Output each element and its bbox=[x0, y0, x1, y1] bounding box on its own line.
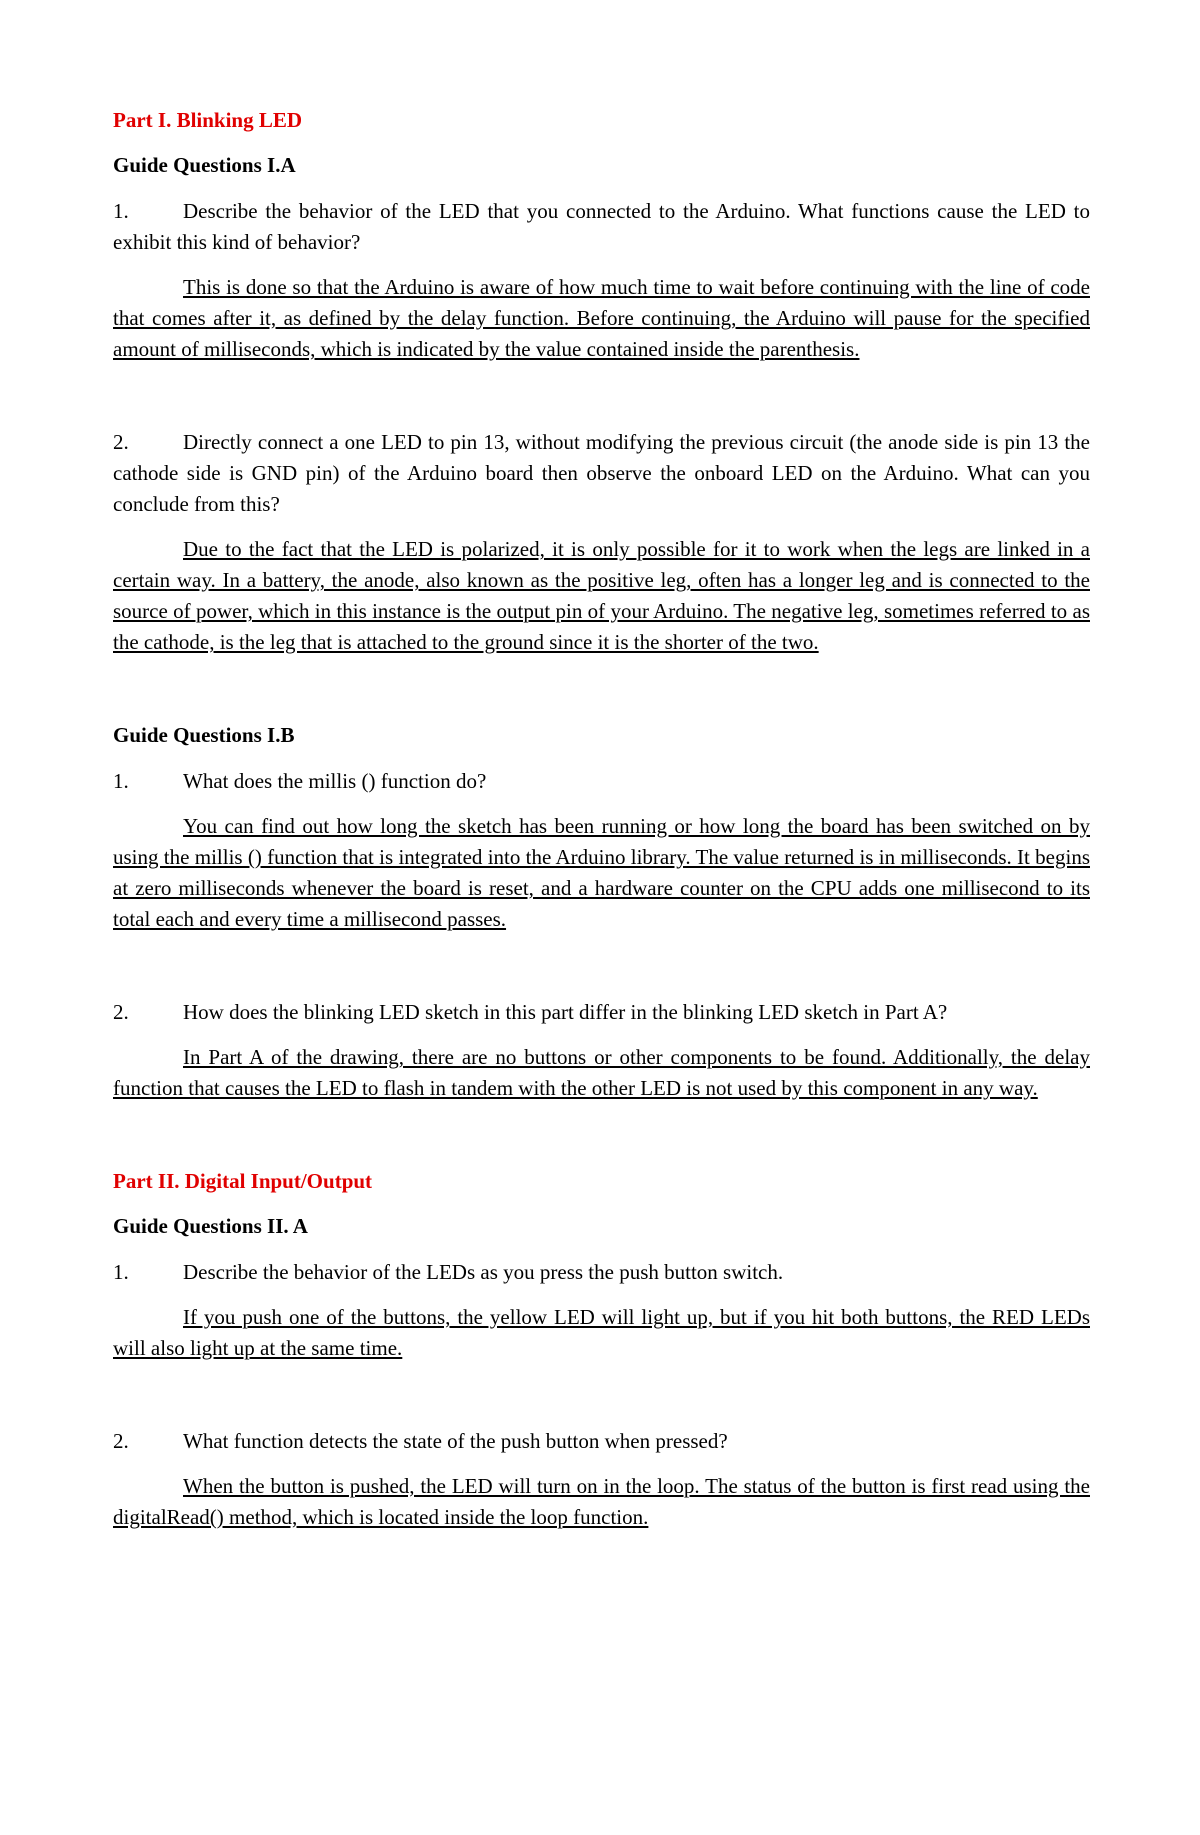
part1-title: Part I. Blinking LED bbox=[113, 108, 303, 132]
question-number: 1. bbox=[113, 769, 129, 793]
question-text: Directly connect a one LED to pin 13, without modifying the previous circuit (the anode side is pin 13 the cathode side is GND pin) of the Arduino board then observe the onboard LED on the Arduino. What can you conclude from this? bbox=[113, 430, 1090, 516]
question-2a-2 bbox=[113, 1426, 1090, 1457]
question-1b-2 bbox=[113, 997, 1090, 1028]
guide-questions-1a-title: Guide Questions I.A bbox=[113, 153, 296, 177]
answer-2a-2: When the button is pushed, the LED will turn on in the loop. The status of the button is first read using the digitalRead() method, which is located inside the loop function. bbox=[113, 1474, 1090, 1529]
answer-1a-2: Due to the fact that the LED is polarized, it is only possible for it to work when the legs are linked in a certain way. In a battery, the anode, also known as the positive leg, often has a longer leg and is connected to the source of power, which in this instance is the output pin of your Arduino. The negative leg, sometimes referred to as the cathode, is the leg that is attached to the ground since it is the shorter of the two. bbox=[113, 537, 1090, 654]
answer-2a-1: If you push one of the buttons, the yellow LED will light up, but if you hit both buttons, the RED LEDs will also light up at the same time. bbox=[113, 1305, 1090, 1360]
question-number: 1. bbox=[113, 1260, 129, 1284]
question-number: 2. bbox=[113, 430, 129, 454]
question-1b-1 bbox=[113, 766, 1090, 797]
question-text: What function detects the state of the push button when pressed? bbox=[183, 1429, 728, 1453]
answer-1a-1: This is done so that the Arduino is aware of how much time to wait before continuing with the line of code that comes after it, as defined by the delay function. Before continuing, the Arduino will pause for the specified amount of milliseconds, which is indicated by the value contained inside the parenthesis. bbox=[113, 275, 1090, 361]
guide-questions-2a-title: Guide Questions II. A bbox=[113, 1214, 308, 1238]
question-text: How does the blinking LED sketch in this part differ in the blinking LED sketch in Part A? bbox=[183, 1000, 948, 1024]
question-number: 1. bbox=[113, 199, 129, 223]
question-text: What does the millis () function do? bbox=[183, 769, 487, 793]
question-number: 2. bbox=[113, 1000, 129, 1024]
question-1a-1 bbox=[113, 196, 1090, 258]
question-text: Describe the behavior of the LED that you connected to the Arduino. What functions cause the LED to exhibit this kind of behavior? bbox=[113, 199, 1090, 254]
question-1a-2 bbox=[113, 427, 1090, 520]
guide-questions-1b-title: Guide Questions I.B bbox=[113, 723, 295, 747]
answer-1b-1: You can find out how long the sketch has been running or how long the board has been switched on by using the millis () function that is integrated into the Arduino library. The value returned is in milliseconds. It begins at zero milliseconds whenever the board is reset, and a hardware counter on the CPU adds one millisecond to its total each and every time a millisecond passes. bbox=[113, 814, 1090, 931]
answer-1b-2: In Part A of the drawing, there are no buttons or other components to be found. Additionally, the delay function that causes the LED to flash in tandem with the other LED is not used by this component in any way. bbox=[113, 1045, 1090, 1100]
question-text: Describe the behavior of the LEDs as you press the push button switch. bbox=[183, 1260, 784, 1284]
question-2a-1 bbox=[113, 1257, 1090, 1288]
part2-title: Part II. Digital Input/Output bbox=[113, 1169, 373, 1193]
question-number: 2. bbox=[113, 1429, 129, 1453]
